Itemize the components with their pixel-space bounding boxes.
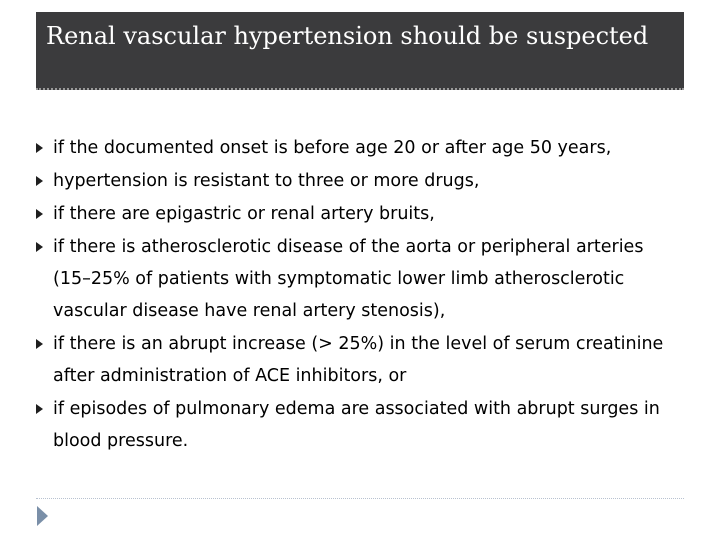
triangle-right-icon [36,209,43,219]
triangle-right-icon [36,242,43,252]
list-item [36,328,686,392]
list-item [36,132,686,164]
triangle-right-icon [36,143,43,153]
bullet-list [36,132,686,458]
triangle-right-icon [36,176,43,186]
bullet-text: hypertension is resistant to three or more drugs, [53,171,480,191]
bullet-text: if there are epigastric or renal artery bruits, [53,204,435,224]
bullet-text: if episodes of pulmonary edema are associated with abrupt surges in blood pressure. [53,399,660,451]
list-item [36,231,686,327]
bullet-text: if there is an abrupt increase (> 25%) in the level of serum creatinine after administration of ACE inhibitors, or [53,334,664,386]
list-item [36,198,686,230]
bullet-text: if the documented onset is before age 20 or after age 50 years, [53,138,612,158]
triangle-right-icon [36,339,43,349]
slide-title: Renal vascular hypertension should be suspected [46,22,649,50]
triangle-right-icon [37,506,48,526]
triangle-right-icon [36,404,43,414]
list-item [36,165,686,197]
footer-divider [36,498,684,499]
title-bar [36,12,684,90]
bullet-text: if there is atherosclerotic disease of the aorta or peripheral arteries (15–25% of patients with symptomatic lower limb atherosclerotic vascular disease have renal artery stenosis), [53,237,644,321]
list-item [36,393,686,457]
